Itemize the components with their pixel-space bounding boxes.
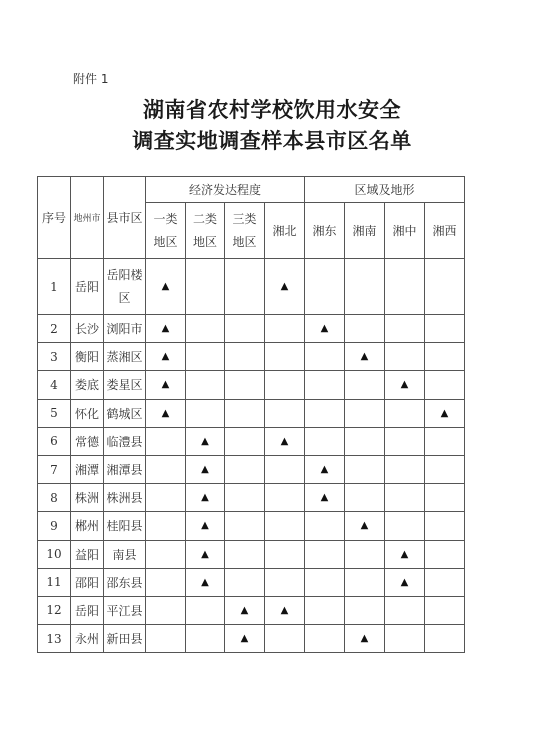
mark-cell [345,315,385,343]
triangle-mark-icon: ▲ [186,512,225,540]
triangle-mark-icon: ▲ [146,343,186,371]
mark-cell [385,427,425,455]
row-city: 永州 [71,625,104,653]
row-city: 株洲 [71,484,104,512]
header-region-group: 区域及地形 [305,177,465,203]
row-seq: 12 [38,596,71,624]
row-county-line1: 岳阳楼 [106,267,143,282]
header-econ-tier1-line1: 一类 [153,211,178,226]
header-econ-tier3-line2: 地区 [232,234,257,249]
mark-cell [305,427,345,455]
mark-cell [225,371,265,399]
table-row [38,484,465,512]
triangle-mark-icon: ▲ [385,371,425,399]
mark-cell [186,399,225,427]
row-seq: 13 [38,625,71,653]
mark-cell [425,455,465,483]
header-econ-tier2 [186,203,225,259]
triangle-mark-icon: ▲ [425,399,465,427]
header-econ-group: 经济发达程度 [146,177,305,203]
row-seq: 8 [38,484,71,512]
triangle-mark-icon: ▲ [186,484,225,512]
row-seq: 4 [38,371,71,399]
table-row [38,512,465,540]
row-seq: 11 [38,568,71,596]
mark-cell [186,371,225,399]
mark-cell [146,540,186,568]
mark-cell [425,315,465,343]
row-city: 衡阳 [71,343,104,371]
mark-cell [225,512,265,540]
triangle-mark-icon: ▲ [146,371,186,399]
row-county: 邵东县 [104,568,146,596]
mark-cell [305,399,345,427]
mark-cell [345,259,385,315]
triangle-mark-icon: ▲ [385,540,425,568]
table-row [38,427,465,455]
table-row [38,343,465,371]
mark-cell [305,371,345,399]
table-row [38,399,465,427]
mark-cell [225,484,265,512]
row-city: 益阳 [71,540,104,568]
header-econ-tier2-line1: 二类 [192,211,217,226]
mark-cell [345,484,385,512]
header-region-south: 湘南 [345,203,385,259]
mark-cell [385,455,425,483]
mark-cell [186,343,225,371]
header-econ-tier3 [225,203,265,259]
mark-cell [146,484,186,512]
mark-cell [425,568,465,596]
row-county [104,259,146,315]
mark-cell [425,427,465,455]
mark-cell [425,512,465,540]
mark-cell [186,596,225,624]
table-header-row-1 [38,177,465,203]
row-city: 长沙 [71,315,104,343]
mark-cell [225,540,265,568]
table-row [38,315,465,343]
row-seq: 9 [38,512,71,540]
header-econ-tier3-line1: 三类 [232,211,257,226]
mark-cell [305,259,345,315]
triangle-mark-icon: ▲ [186,427,225,455]
triangle-mark-icon: ▲ [146,399,186,427]
row-city: 常德 [71,427,104,455]
row-county: 浏阳市 [104,315,146,343]
mark-cell [345,427,385,455]
mark-cell [146,512,186,540]
mark-cell [425,371,465,399]
header-econ-tier2-line2: 地区 [192,234,217,249]
mark-cell [265,399,305,427]
row-county: 湘潭县 [104,455,146,483]
row-city: 娄底 [71,371,104,399]
table-row [38,540,465,568]
document-title-line2: 调查实地调查样本县市区名单 [132,128,412,153]
triangle-mark-icon: ▲ [146,315,186,343]
table-body [38,259,465,653]
mark-cell [385,343,425,371]
header-region-west: 湘西 [425,203,465,259]
triangle-mark-icon: ▲ [146,259,186,315]
table-row [38,568,465,596]
table-row [38,596,465,624]
mark-cell [146,625,186,653]
mark-cell [265,371,305,399]
mark-cell [385,625,425,653]
mark-cell [345,371,385,399]
mark-cell [265,625,305,653]
mark-cell [305,568,345,596]
mark-cell [265,455,305,483]
header-region-north: 湘北 [265,203,305,259]
row-seq: 5 [38,399,71,427]
header-econ-tier1-line2: 地区 [153,234,178,249]
mark-cell [425,625,465,653]
mark-cell [186,259,225,315]
row-county: 娄星区 [104,371,146,399]
mark-cell [345,596,385,624]
header-region-central: 湘中 [385,203,425,259]
triangle-mark-icon: ▲ [186,540,225,568]
mark-cell [225,343,265,371]
mark-cell [345,568,385,596]
row-county-line2: 区 [118,290,131,305]
mark-cell [305,596,345,624]
table-row [38,625,465,653]
row-city: 湘潭 [71,455,104,483]
mark-cell [345,540,385,568]
triangle-mark-icon: ▲ [186,568,225,596]
mark-cell [425,343,465,371]
mark-cell [225,568,265,596]
mark-cell [305,343,345,371]
row-county: 平江县 [104,596,146,624]
triangle-mark-icon: ▲ [265,259,305,315]
mark-cell [265,484,305,512]
table-row [38,455,465,483]
header-city: 地州市 [71,177,104,259]
row-county: 株洲县 [104,484,146,512]
row-county: 鹤城区 [104,399,146,427]
row-seq: 3 [38,343,71,371]
row-city: 岳阳 [71,596,104,624]
header-econ-tier1 [146,203,186,259]
header-seq: 序号 [38,177,71,259]
row-seq: 1 [38,259,71,315]
mark-cell [225,427,265,455]
row-city: 岳阳 [71,259,104,315]
mark-cell [146,596,186,624]
header-region-east: 湘东 [305,203,345,259]
row-city: 郴州 [71,512,104,540]
mark-cell [305,512,345,540]
row-city: 怀化 [71,399,104,427]
mark-cell [225,259,265,315]
mark-cell [225,399,265,427]
row-county: 临澧县 [104,427,146,455]
header-county: 县市区 [104,177,146,259]
document-title-line1: 湖南省农村学校饮用水安全 [143,97,401,122]
mark-cell [345,455,385,483]
triangle-mark-icon: ▲ [186,455,225,483]
mark-cell [425,484,465,512]
table-row [38,371,465,399]
row-county: 南县 [104,540,146,568]
triangle-mark-icon: ▲ [305,484,345,512]
triangle-mark-icon: ▲ [265,427,305,455]
sample-county-table [37,176,465,653]
mark-cell [385,512,425,540]
mark-cell [225,315,265,343]
mark-cell [265,315,305,343]
triangle-mark-icon: ▲ [345,512,385,540]
row-county: 新田县 [104,625,146,653]
mark-cell [186,315,225,343]
triangle-mark-icon: ▲ [345,343,385,371]
mark-cell [146,568,186,596]
mark-cell [425,540,465,568]
mark-cell [265,512,305,540]
mark-cell [305,540,345,568]
row-seq: 7 [38,455,71,483]
mark-cell [186,625,225,653]
triangle-mark-icon: ▲ [305,455,345,483]
triangle-mark-icon: ▲ [265,596,305,624]
mark-cell [385,484,425,512]
row-seq: 10 [38,540,71,568]
row-seq: 6 [38,427,71,455]
mark-cell [265,343,305,371]
mark-cell [305,625,345,653]
mark-cell [345,399,385,427]
mark-cell [265,540,305,568]
mark-cell [265,568,305,596]
triangle-mark-icon: ▲ [345,625,385,653]
mark-cell [425,596,465,624]
mark-cell [425,259,465,315]
triangle-mark-icon: ▲ [225,625,265,653]
row-county: 蒸湘区 [104,343,146,371]
mark-cell [225,455,265,483]
row-seq: 2 [38,315,71,343]
mark-cell [385,596,425,624]
table-row [38,259,465,315]
row-county: 桂阳县 [104,512,146,540]
row-city: 邵阳 [71,568,104,596]
mark-cell [385,399,425,427]
mark-cell [385,315,425,343]
triangle-mark-icon: ▲ [385,568,425,596]
mark-cell [146,455,186,483]
mark-cell [385,259,425,315]
triangle-mark-icon: ▲ [225,596,265,624]
triangle-mark-icon: ▲ [305,315,345,343]
attachment-label: 附件 1 [73,72,109,86]
mark-cell [146,427,186,455]
